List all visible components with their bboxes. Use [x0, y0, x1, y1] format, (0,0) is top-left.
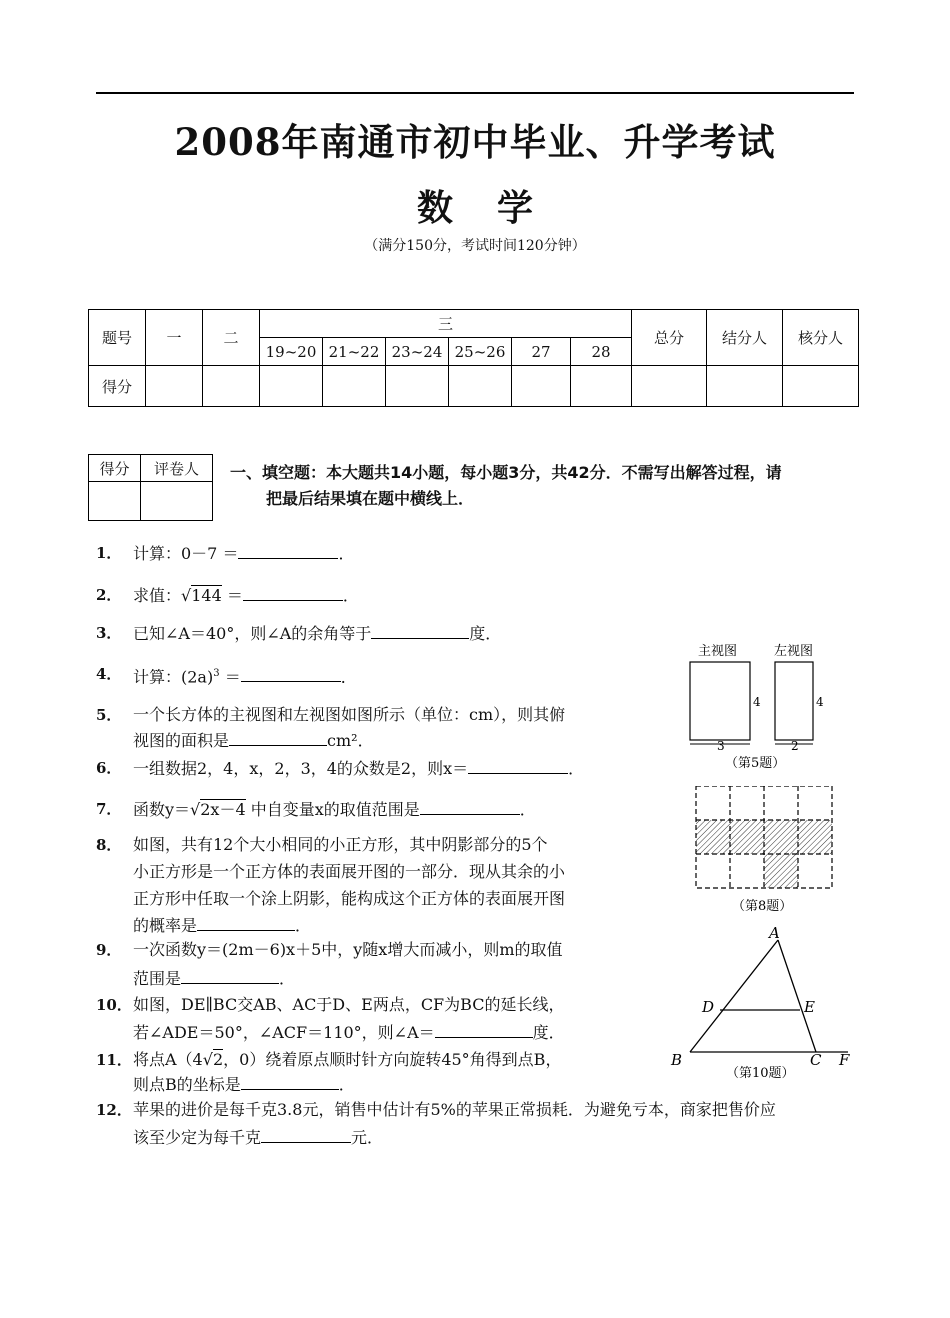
- answer-blank[interactable]: [229, 727, 327, 746]
- score-table-header-qnum: 题号: [89, 310, 146, 366]
- score-cell[interactable]: [632, 366, 707, 407]
- fig5-left-width: 2: [791, 739, 799, 753]
- score-table-header-total: 总分: [632, 310, 707, 366]
- answer-blank[interactable]: [243, 582, 343, 601]
- grader-score-label: 得分: [89, 455, 141, 482]
- answer-blank[interactable]: [238, 540, 338, 559]
- answer-blank[interactable]: [197, 912, 295, 931]
- fig10-label-D: D: [702, 998, 715, 1016]
- figure-10: [668, 924, 858, 1084]
- section-1-line1: 一、填空题：本大题共14小题，每小题3分，共42分．不需写出解答过程，请: [230, 463, 782, 482]
- fig5-front-width: 3: [717, 739, 725, 753]
- answer-blank[interactable]: [261, 1124, 351, 1143]
- score-table-header-tally: 结分人: [707, 310, 783, 366]
- exam-title: 2008年南通市初中毕业、升学考试: [174, 120, 776, 164]
- score-cell[interactable]: [512, 366, 571, 407]
- fig10-caption: （第10题）: [726, 1066, 795, 1081]
- figure-8: [694, 786, 836, 916]
- score-cell[interactable]: [203, 366, 260, 407]
- fig5-caption: （第5题）: [725, 756, 786, 771]
- figure-5: [680, 640, 840, 775]
- answer-blank[interactable]: [181, 965, 279, 984]
- score-cell[interactable]: [323, 366, 386, 407]
- fig10-label-B: B: [671, 1051, 683, 1069]
- fig8-caption: （第8题）: [732, 899, 793, 914]
- answer-blank[interactable]: [468, 755, 568, 774]
- score-cell[interactable]: [449, 366, 512, 407]
- exam-subject: 数学: [416, 187, 577, 229]
- score-table-subcol: 19~20: [260, 338, 323, 366]
- score-cell[interactable]: [571, 366, 632, 407]
- score-table: [88, 309, 859, 407]
- score-table-row-label: 得分: [89, 366, 146, 407]
- score-table-header-part2: 二: [203, 310, 260, 366]
- score-table-subcol: 28: [571, 338, 632, 366]
- score-table-subcol: 27: [512, 338, 571, 366]
- score-cell[interactable]: [707, 366, 783, 407]
- fig10-label-A: A: [769, 924, 780, 942]
- answer-blank[interactable]: [420, 796, 520, 815]
- fig5-front-rect: [690, 662, 750, 740]
- score-table-header-part1: 一: [146, 310, 203, 366]
- grader-box: [88, 454, 213, 521]
- score-cell[interactable]: [386, 366, 449, 407]
- fig10-label-C: C: [810, 1051, 822, 1069]
- score-cell[interactable]: [783, 366, 859, 407]
- fig5-left-height: 4: [816, 695, 824, 709]
- fig8-shaded-cell: [764, 854, 798, 888]
- grader-score-cell[interactable]: [89, 482, 141, 521]
- score-table-header-part3: 三: [260, 310, 632, 338]
- answer-blank[interactable]: [241, 1071, 339, 1090]
- score-table-subcol: 25~26: [449, 338, 512, 366]
- answer-blank[interactable]: [241, 663, 341, 682]
- fig10-label-F: F: [839, 1051, 850, 1069]
- fig5-front-height: 4: [753, 695, 761, 709]
- grader-reviewer-cell[interactable]: [141, 482, 213, 521]
- exam-subtitle: （满分150分，考试时间120分钟）: [364, 238, 586, 254]
- answer-blank[interactable]: [371, 620, 469, 639]
- fig5-front-label: 主视图: [698, 644, 738, 659]
- section-1-line2: 把最后结果填在题中横线上．: [266, 489, 475, 508]
- fig10-side-AB: [690, 940, 778, 1052]
- answer-blank[interactable]: [435, 1019, 533, 1038]
- fig10-label-E: E: [804, 998, 815, 1016]
- score-table-subcol: 23~24: [386, 338, 449, 366]
- fig10-side-AC: [778, 940, 816, 1052]
- fig5-left-rect: [775, 662, 813, 740]
- score-table-subcol: 21~22: [323, 338, 386, 366]
- grader-reviewer-label: 评卷人: [141, 455, 213, 482]
- score-table-header-check: 核分人: [783, 310, 859, 366]
- fig5-left-label: 左视图: [774, 644, 814, 659]
- top-rule: [96, 92, 854, 94]
- score-cell[interactable]: [260, 366, 323, 407]
- section-1-instructions: [230, 460, 860, 512]
- score-cell[interactable]: [146, 366, 203, 407]
